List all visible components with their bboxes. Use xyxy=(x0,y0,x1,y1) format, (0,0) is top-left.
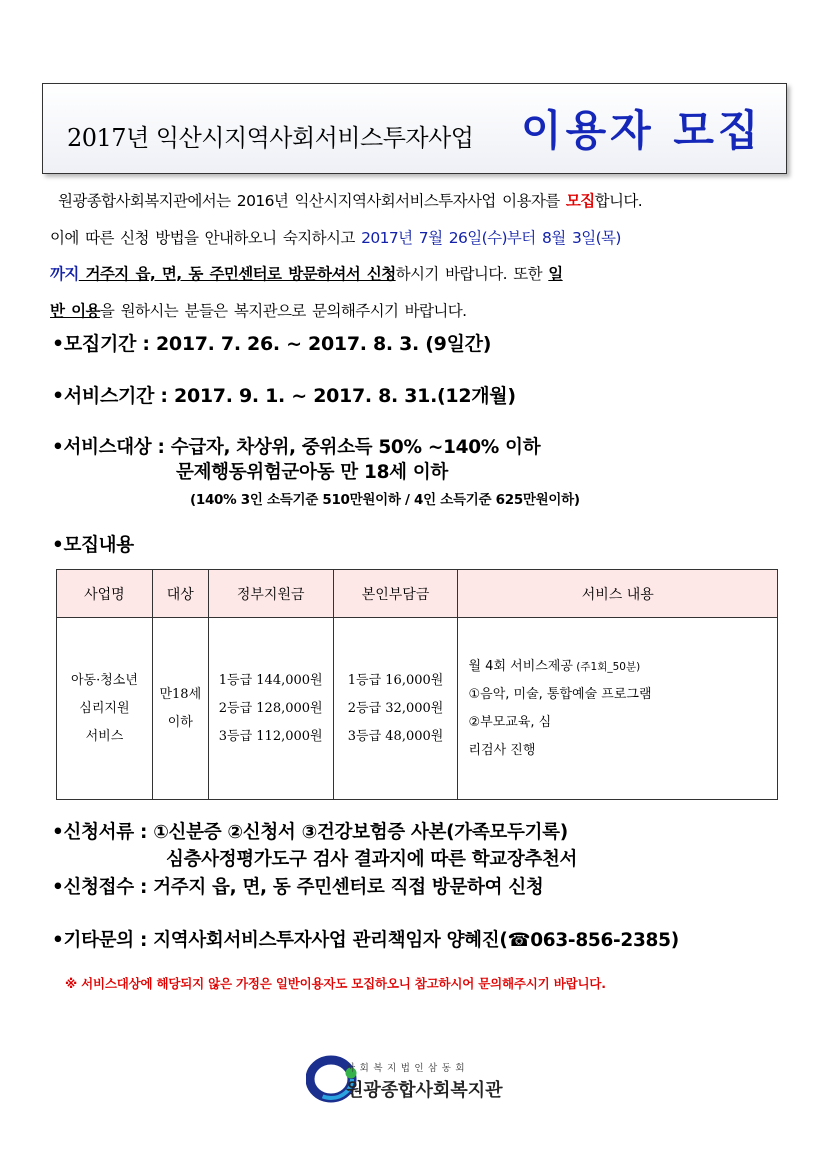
table-header: 서비스 내용 xyxy=(458,570,778,618)
table-header: 사업명 xyxy=(57,570,153,618)
program-name-cell xyxy=(57,618,153,800)
recruit-table xyxy=(56,569,778,800)
program-name: 심리지원 xyxy=(79,700,130,716)
gov-support-grade: 1등급 144,000원 xyxy=(218,672,323,688)
target-age: 이하 xyxy=(167,714,193,730)
service-content: ①음악, 미술, 통합예술 프로그램 xyxy=(468,686,652,702)
service-target-2: 문제행동위험군아동 만 18세 이하 xyxy=(176,462,448,483)
content-heading: •모집내용 xyxy=(52,535,134,556)
self-pay-cell xyxy=(333,618,458,800)
service-content: 리검사 진행 xyxy=(468,742,536,758)
service-target: •서비스대상 : 수급자, 차상위, 중위소득 50% ~140% 이하 xyxy=(52,437,541,458)
intro-general: 반 이용 xyxy=(50,301,100,320)
service-content: 월 4회 서비스제공 xyxy=(468,658,573,674)
intro-text: 이에 따른 신청 방법을 안내하오니 숙지하시고 xyxy=(50,228,362,247)
intro-recruit: 모집 xyxy=(565,192,595,210)
table-header: 대상 xyxy=(152,570,208,618)
table-row xyxy=(57,618,778,800)
gov-support-cell xyxy=(208,618,333,800)
required-documents-2: 심층사정평가도구 검사 결과지에 따른 학교장추천서 xyxy=(166,849,578,870)
program-name: 아동·청소년 xyxy=(70,672,138,688)
intro-apply: 거주지 읍, 면, 동 주민센터로 방문하셔서 신청 xyxy=(78,265,396,283)
title-text: 2017년 익산시지역사회서비스투자사업 xyxy=(67,124,474,152)
notice-text: ※ 서비스대상에 해당되지 않은 가정은 일반이용자도 모집하오니 참고하시어 문의해주시기 바랍니다. xyxy=(65,976,606,991)
table-header-row xyxy=(57,570,778,618)
required-documents: •신청서류 : ①신분증 ②신청서 ③건강보험증 사본(가족모두기록) xyxy=(52,822,568,843)
logo-name: 원광종합사회복지관 xyxy=(346,1080,503,1101)
intro-text: 원광종합사회복지관에서는 2016년 익산시지역사회서비스투자사업 이용자를 xyxy=(58,192,566,210)
recruit-period: •모집기간 : 2017. 7. 26. ~ 2017. 8. 3. (9일간) xyxy=(52,333,492,355)
income-criteria: (140% 3인 소득기준 510만원이하 / 4인 소득기준 625만원이하) xyxy=(190,492,580,508)
intro-text: 하시기 바랍니다. 또한 xyxy=(395,265,549,283)
self-pay-grade: 3등급 48,000원 xyxy=(347,728,444,744)
table-header: 본인부담금 xyxy=(333,570,458,618)
intro-date: 까지 xyxy=(50,265,79,283)
gov-support-grade: 3등급 112,000원 xyxy=(218,728,323,744)
service-period: •서비스기간 : 2017. 9. 1. ~ 2017. 8. 31.(12개월) xyxy=(52,385,516,407)
target-age: 만18세 xyxy=(159,686,202,702)
intro-date: 2017년 7월 26일(수)부터 8월 3일(목) xyxy=(361,228,621,247)
target-cell xyxy=(152,618,208,800)
intro-text: 을 원하시는 분들은 복지관으로 문의해주시기 바랍니다. xyxy=(99,301,467,320)
logo-subtitle: 사회복지법인삼동회 xyxy=(346,1063,470,1074)
program-name: 서비스 xyxy=(85,728,124,744)
service-content: ②부모교육, 심 xyxy=(468,714,552,730)
self-pay-grade: 1등급 16,000원 xyxy=(347,672,444,688)
intro-general: 일 xyxy=(548,265,563,283)
service-frequency: (주1회_50분) xyxy=(572,660,641,673)
title-highlight: 이용자 모집 xyxy=(521,106,763,155)
gov-support-grade: 2등급 128,000원 xyxy=(218,700,323,716)
application-reception: •신청접수 : 거주지 읍, 면, 동 주민센터로 직접 방문하여 신청 xyxy=(52,877,544,898)
intro-text: 합니다. xyxy=(594,192,643,210)
contact-info: •기타문의 : 지역사회서비스투자사업 관리책임자 양혜진(☎063-856-2385) xyxy=(52,930,679,951)
service-content-cell xyxy=(458,618,778,800)
title-box xyxy=(42,83,787,174)
table-header: 정부지원금 xyxy=(208,570,333,618)
self-pay-grade: 2등급 32,000원 xyxy=(347,700,444,716)
intro-paragraph xyxy=(50,183,790,329)
